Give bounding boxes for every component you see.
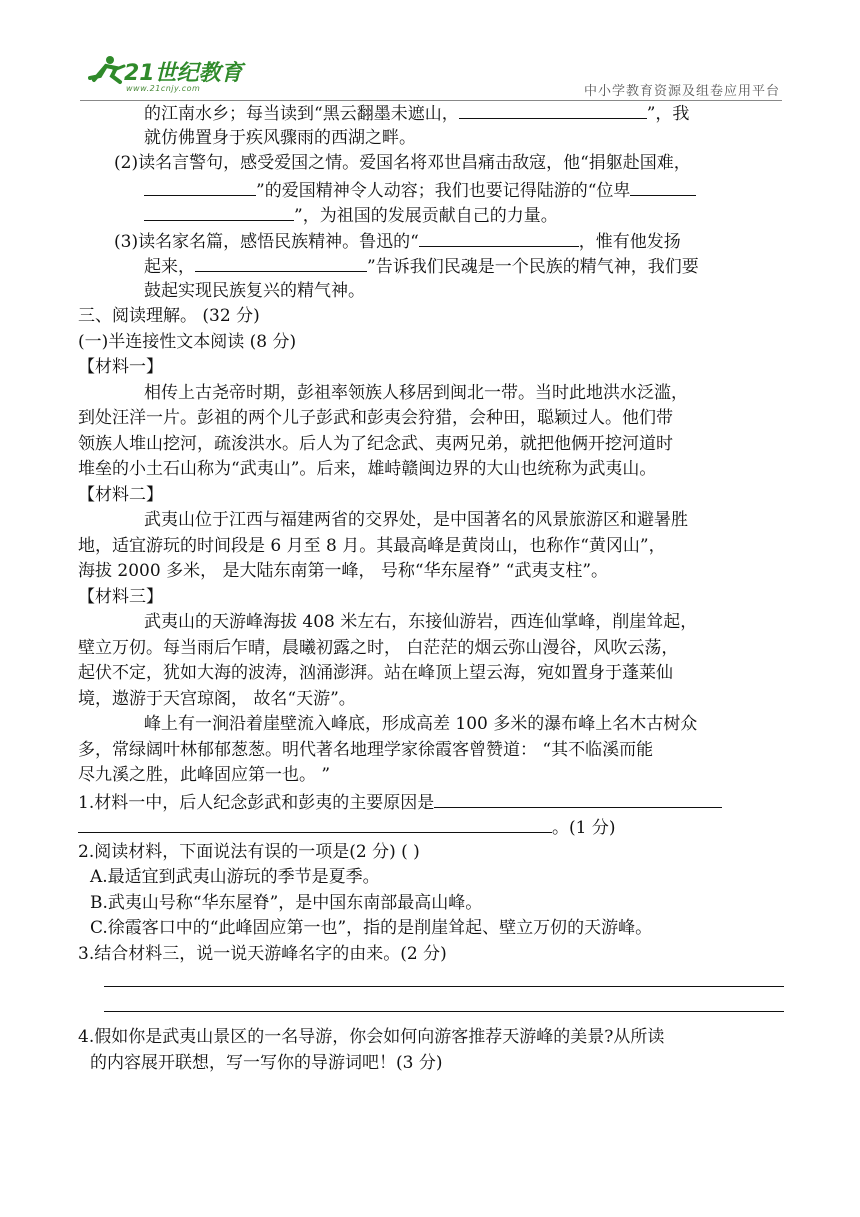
logo-text: 21世纪教育 [124, 61, 243, 86]
answer-blank[interactable] [434, 789, 722, 808]
text: (3)读名家名篇，感悟民族精神。鲁迅的“ [114, 231, 419, 252]
question-3-line: 鼓起实现民族复兴的精气神。 [144, 280, 365, 301]
page-header [0, 0, 860, 100]
option-a[interactable]: A.最适宜到武夷山游玩的季节是夏季。 [90, 867, 380, 887]
question-2: 2.阅读材料，下面说法有误的一项是(2 分) ( ) [78, 841, 420, 862]
poem-line: 就仿佛置身于疾风骤雨的西湖之畔。 [144, 127, 416, 148]
text: ”的爱国精神令人动容；我们也要记得陆游的“位卑 [256, 180, 631, 201]
question-1 [78, 789, 786, 815]
material-3-line: 多，常绿阔叶林郁郁葱葱。明代著名地理学家徐霞客曾赞道： “其不临溪而能 [78, 739, 654, 760]
section-title: 三、阅读理解。 (32 分) [78, 306, 260, 326]
answer-line[interactable] [78, 992, 786, 1017]
fill-blank[interactable] [144, 177, 256, 196]
fill-blank[interactable] [630, 177, 696, 196]
material-1-line: 领族人堆山挖河，疏浚洪水。后人为了纪念武、夷两兄弟，就把他俩开挖河道时 [78, 433, 673, 454]
option-b[interactable]: B.武夷山号称“华东屋脊”，是中国东南部最高山峰。 [90, 892, 483, 913]
question-1-cont [78, 814, 786, 840]
text: 。(1 分) [552, 818, 616, 838]
material-1-line: 到处汪洋一片。彭祖的两个儿子彭武和彭夷会狩猎，会种田，聪颖过人。他们带 [78, 408, 673, 428]
material-2-line: 地，适宜游玩的时间段是 6 月至 8 月。其最高峰是黄岗山，也称作“黄冈山”， [78, 535, 666, 556]
header-tagline: 中小学教育资源及组卷应用平台 [583, 84, 780, 99]
question-3: 3.结合材料三，说一说天游峰名字的由来。(2 分) [78, 943, 447, 964]
subsection-title: (一)半连接性文本阅读 (8 分) [78, 331, 297, 352]
text: ”，我 [646, 104, 690, 124]
option-c[interactable]: C.徐霞客口中的“此峰固应第一也”，指的是削崖耸起、壁立万仞的天游峰。 [90, 918, 653, 938]
material-3-line: 壁立万仞。每当雨后乍晴，晨曦初露之时， 白茫茫的烟云弥山漫谷，风吹云荡， [78, 637, 679, 658]
answer-line[interactable] [78, 967, 786, 992]
question-2-line [78, 177, 786, 203]
material-3-line: 尽九溪之胜，此峰固应第一也。 ” [78, 765, 331, 785]
material-2-line: 武夷山位于江西与福建两省的交界处，是中国著名的风景旅游区和避暑胜 [144, 510, 688, 530]
material-2-label: 【材料二】 [78, 484, 163, 505]
material-3-line: 武夷山的天游峰海拔 408 米左右，东接仙游岩，西连仙掌峰，削崖耸起， [144, 612, 698, 632]
material-3-line: 峰上有一涧沿着崖壁流入峰底，形成高差 100 多米的瀑布峰上名木古树众 [144, 714, 698, 734]
material-1-line: 堆垒的小土石山称为“武夷山”。后来，雄峙赣闽边界的大山也统称为武夷山。 [78, 459, 657, 479]
question-2-line: (2)读名言警句，感受爱国之情。爱国名将邓世昌痛击敌寇，他“捐躯赴国难， [114, 153, 691, 173]
fill-blank[interactable] [195, 253, 367, 272]
material-3-label: 【材料三】 [78, 586, 163, 607]
worksheet-body [78, 100, 786, 1076]
text: ”，为祖国的发展贡献自己的力量。 [294, 206, 558, 226]
poem-line [78, 100, 786, 126]
material-2-line: 海拔 2000 多米， 是大陆东南第一峰， 号称“华东屋脊” “武夷支柱”。 [78, 561, 609, 581]
question-3-line [78, 253, 786, 279]
question-2-line [78, 202, 786, 228]
fill-blank[interactable] [459, 100, 647, 119]
fill-blank[interactable] [419, 228, 579, 247]
question-4: 4.假如你是武夷山景区的一名导游，你会如何向游客推荐天游峰的美景?从所读 [78, 1027, 665, 1047]
text: 起来， [144, 257, 195, 277]
question-4-cont: 的内容展开联想，写一写你的导游词吧！(3 分) [90, 1052, 443, 1073]
text: ，惟有他发扬 [578, 231, 681, 252]
logo-url: www.21cnjy.com [126, 84, 201, 93]
question-3-line [78, 228, 786, 254]
answer-blank[interactable] [78, 814, 552, 833]
material-1-label: 【材料一】 [78, 357, 163, 377]
text: 的江南水乡；每当读到“黑云翻墨未遮山， [144, 104, 459, 124]
fill-blank[interactable] [144, 202, 294, 221]
material-1-line: 相传上古尧帝时期，彭祖率领族人移居到闽北一带。当时此地洪水泛滥， [144, 382, 688, 403]
text: 1.材料一中，后人纪念彭武和彭夷的主要原因是 [78, 792, 435, 813]
material-3-line: 起伏不定，犹如大海的波涛，汹涌澎湃。站在峰顶上望云海，宛如置身于蓬莱仙 [78, 663, 673, 683]
text: ”告诉我们民魂是一个民族的精气神，我们要 [367, 257, 699, 277]
material-3-line: 境，遨游于天宫琼阁， 故名“天游”。 [78, 688, 356, 709]
